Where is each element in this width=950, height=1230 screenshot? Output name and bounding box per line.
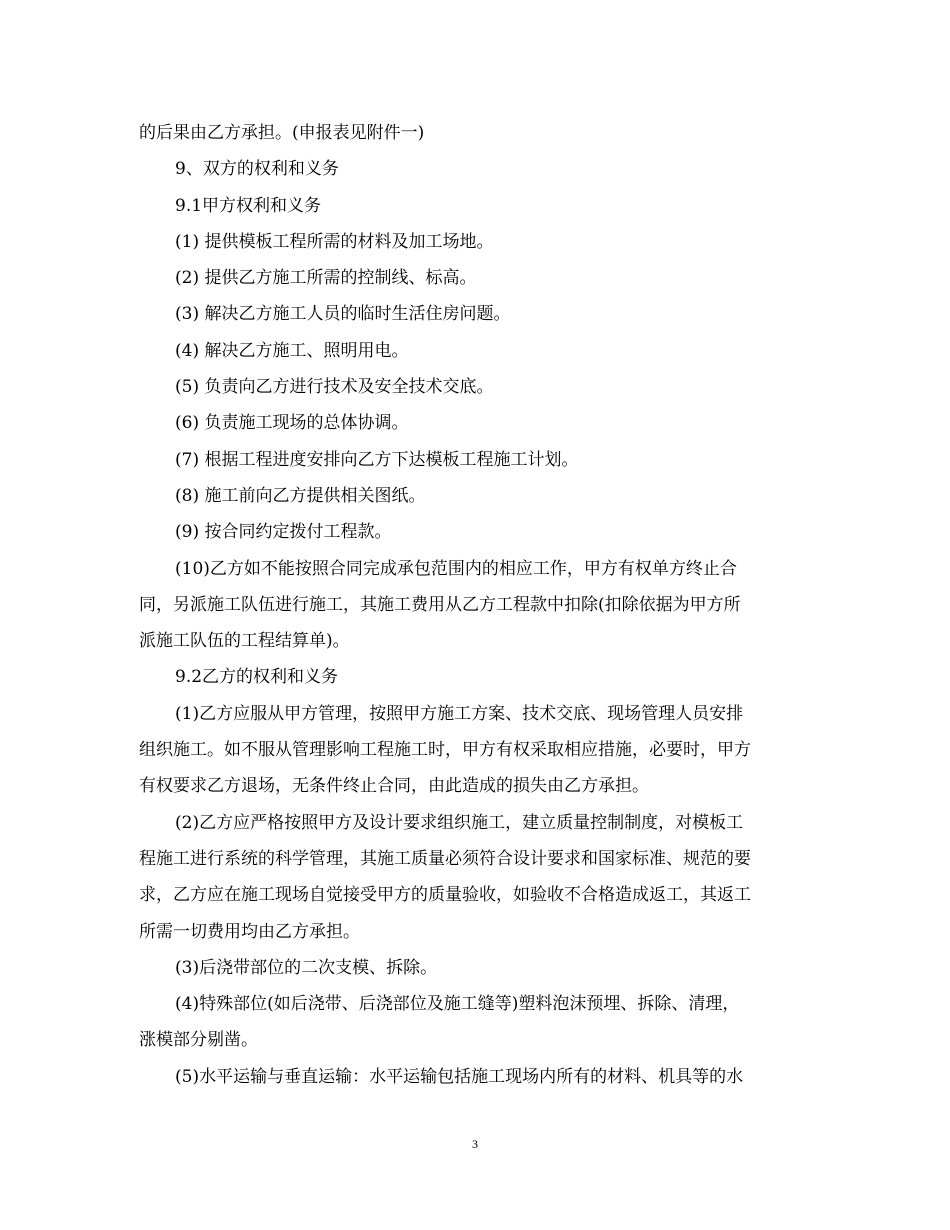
text-line: (1) 提供模板工程所需的材料及加工场地。 [175, 231, 494, 252]
text-line: 同，另派施工队伍进行施工，其施工费用从乙方工程款中扣除(扣除依据为甲方所 [139, 594, 741, 615]
text-line: 组织施工。如不服从管理影响工程施工时，甲方有权采取相应措施，必要时，甲方 [139, 740, 751, 761]
document-body [139, 115, 819, 1095]
page-number: 3 [472, 1137, 478, 1151]
text-line: (4)特殊部位(如后浇带、后浇部位及施工缝等)塑料泡沫预埋、拆除、清理， [175, 994, 740, 1015]
text-line: (5)水平运输与垂直运输：水平运输包括施工现场内所有的材料、机具等的水 [175, 1066, 744, 1087]
text-line: (6) 负责施工现场的总体协调。 [175, 413, 409, 434]
text-line: (2)乙方应严格按照甲方及设计要求组织施工，建立质量控制制度，对模板工 [175, 812, 744, 833]
text-line: (10)乙方如不能按照合同完成承包范围内的相应工作，甲方有权单方终止合 [175, 558, 737, 579]
text-line: 9、双方的权利和义务 [175, 159, 339, 180]
text-line: 9.2乙方的权利和义务 [175, 667, 339, 688]
text-line: (7) 根据工程进度安排向乙方下达模板工程施工计划。 [175, 449, 579, 470]
text-line: 派施工队伍的工程结算单)。 [139, 631, 350, 652]
text-line: 求，乙方应在施工现场自觉接受甲方的质量验收，如验收不合格造成返工，其返工 [139, 885, 751, 906]
text-line: (9) 按合同约定拨付工程款。 [175, 522, 392, 543]
text-line: 涨模部分剔凿。 [139, 1030, 258, 1051]
text-line: 9.1甲方权利和义务 [175, 195, 322, 216]
text-line: 有权要求乙方退场，无条件终止合同，由此造成的损失由乙方承担。 [139, 776, 649, 797]
text-line: (4) 解决乙方施工、照明用电。 [175, 340, 409, 361]
text-line: 的后果由乙方承担。(申报表见附件一) [139, 123, 425, 143]
text-line: (3)后浇带部位的二次支模、拆除。 [175, 957, 438, 978]
text-line: (5) 负责向乙方进行技术及安全技术交底。 [175, 377, 494, 398]
text-line: 所需一切费用均由乙方承担。 [139, 921, 360, 942]
text-line: (3) 解决乙方施工人员的临时生活住房问题。 [175, 304, 511, 325]
text-line: (1)乙方应服从甲方管理，按照甲方施工方案、技术交底、现场管理人员安排 [175, 703, 744, 724]
text-line: (8) 施工前向乙方提供相关图纸。 [175, 485, 426, 506]
text-line: 程施工进行系统的科学管理，其施工质量必须符合设计要求和国家标准、规范的要 [139, 848, 751, 869]
text-line: (2) 提供乙方施工所需的控制线、标高。 [175, 268, 477, 289]
